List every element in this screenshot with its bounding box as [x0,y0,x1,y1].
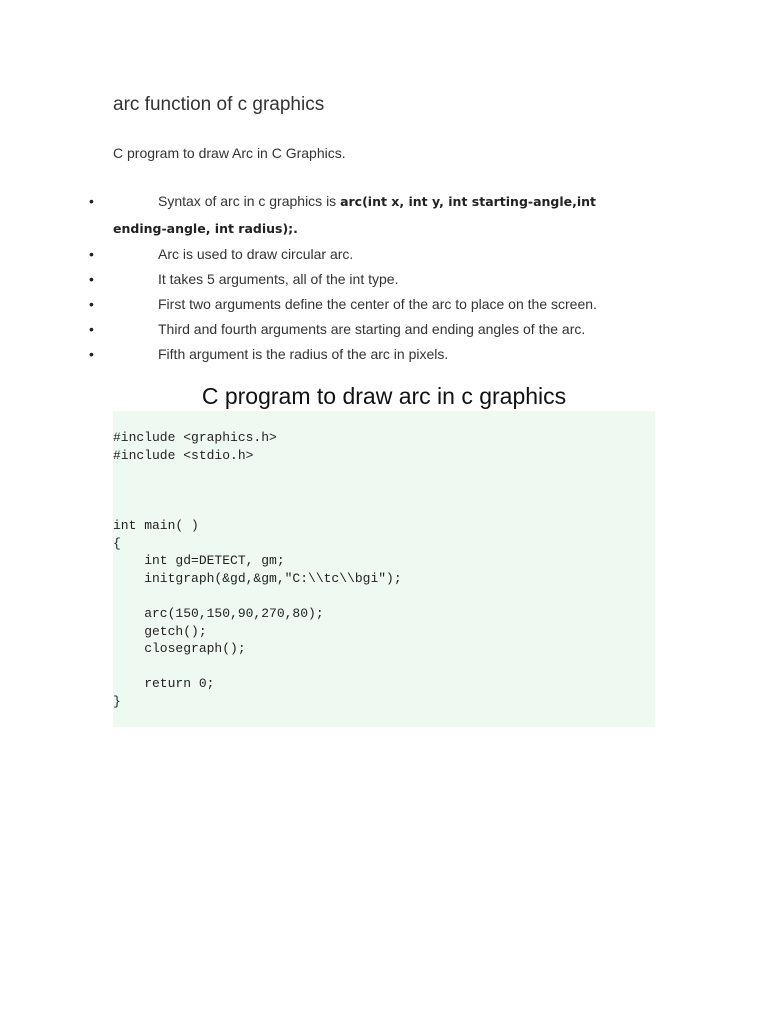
bullet-marker: • [89,193,94,209]
list-item-text: Fifth argument is the radius of the arc in pixels. [158,346,449,362]
bullet-list [0,188,768,367]
list-item-text: It takes 5 arguments, all of the int type. [158,271,399,287]
page-title: arc function of c graphics [113,94,325,115]
code-listing: #include <graphics.h> #include <stdio.h> int main( ) { int gd=DETECT, gm; initgraph(&gd,&gm,"C:\\tc\\bgi"); arc(150,150,90,270,80); getch(); closegraph(); return 0; } [113,430,402,709]
syntax-signature: arc(int x, int y, int starting-angle,int [340,194,597,209]
code-heading: C program to draw arc in c graphics [201,383,567,409]
bullet-marker: • [89,296,94,312]
list-item [0,342,768,367]
list-item [0,188,768,242]
code-block [113,411,655,727]
intro-text: C program to draw Arc in C Graphics. [113,145,346,161]
list-item-text: First two arguments define the center of the arc to place on the screen. [158,296,597,312]
list-item-text: Syntax of arc in c graphics is [158,193,341,209]
bullet-marker: • [89,346,94,362]
list-item-text: Arc is used to draw circular arc. [158,246,354,262]
list-item [0,292,768,317]
list-item-text: Third and fourth arguments are starting and ending angles of the arc. [158,321,586,337]
bullet-marker: • [89,246,94,262]
bullet-marker: • [89,321,94,337]
list-item [0,317,768,342]
syntax-signature-continued: ending-angle, int radius);. [113,221,298,236]
list-item [0,267,768,292]
bullet-marker: • [89,271,94,287]
list-item [0,242,768,267]
